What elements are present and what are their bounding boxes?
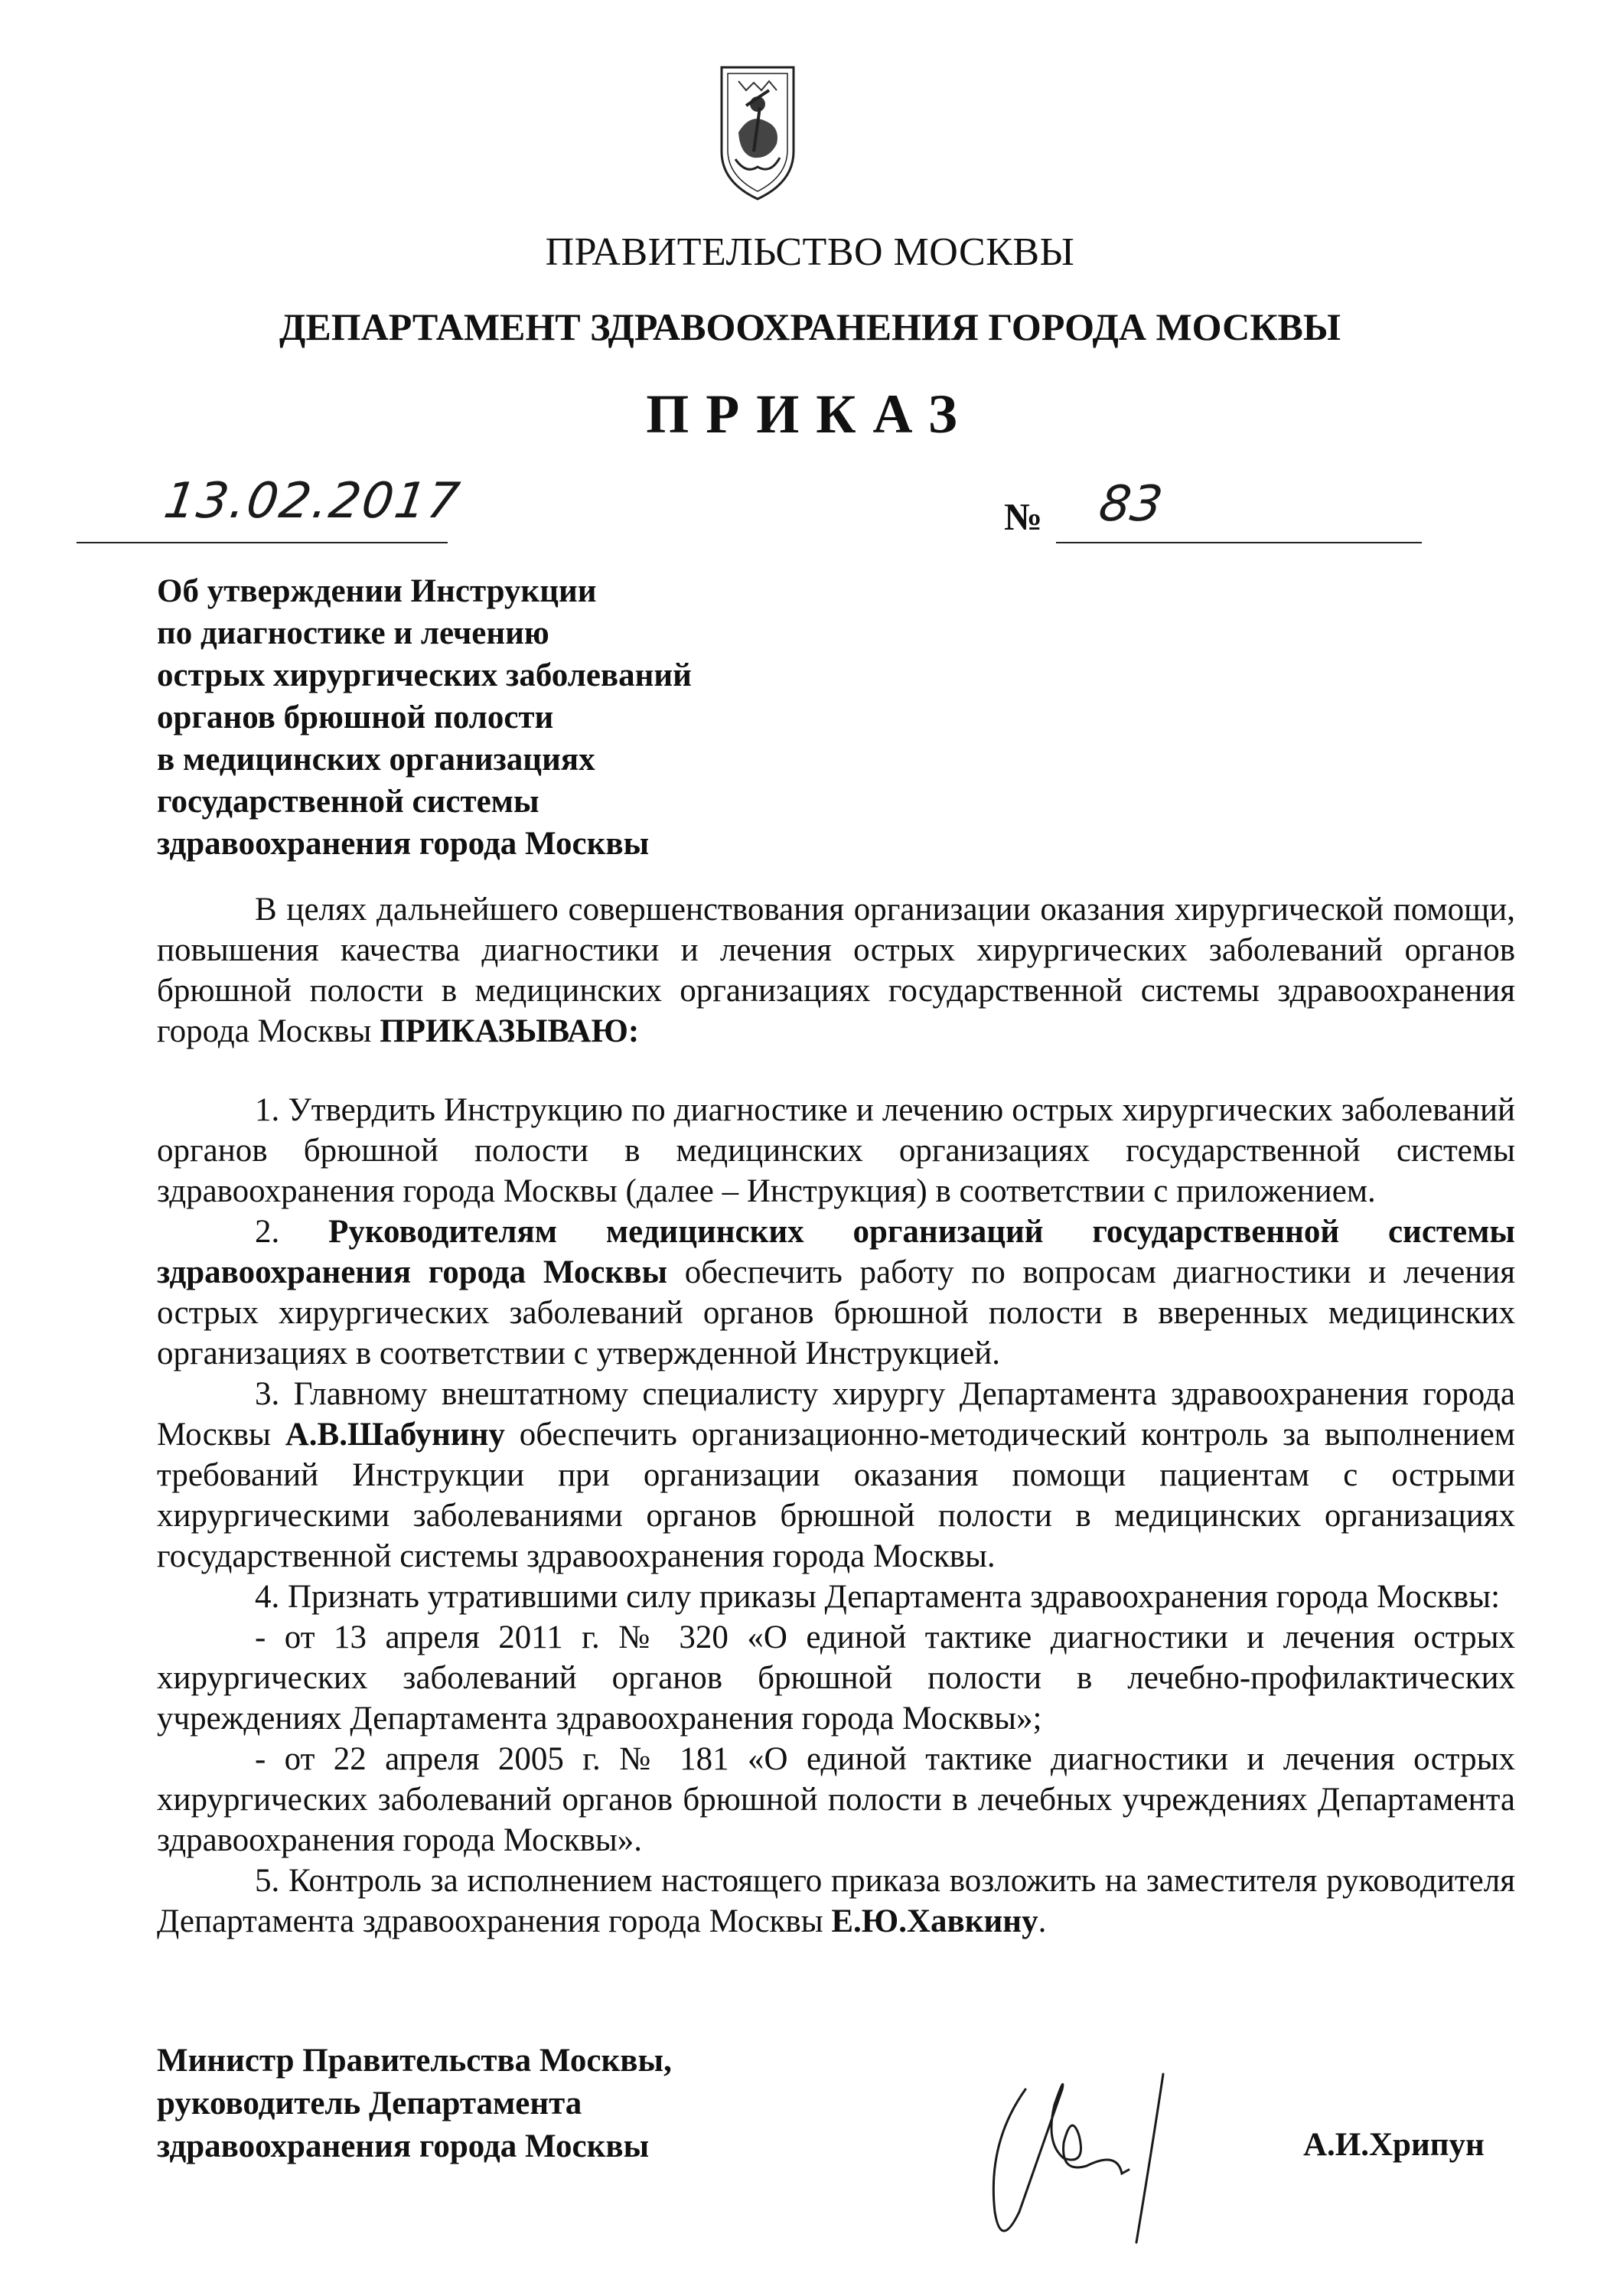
item-2-number: 2. [255,1214,329,1250]
date-underline [77,542,448,543]
item-5 [157,1861,1515,1942]
subject-line: здравоохранения города Москвы [157,826,650,862]
signatory-title-line: руководитель Департамента [157,2086,582,2122]
signatory-name: А.И.Хрипун [1303,2127,1485,2163]
item-5-end: . [1038,1903,1047,1939]
item-4-repealed-order-2011: - от 13 апреля 2011 г. № 320 «О единой тактике диагностики и лечения острых хирургических заболеваний органов брюшной полости в лечебно-профилактических учреждениях Департамента здравоохранения города Москвы»; [157,1619,1515,1737]
moscow-coat-of-arms-icon [715,60,800,205]
item-3-lead: 3. Главному внештатному специалисту хирургу Департамента здравоохранения города Москвы [157,1376,1515,1453]
subject-line: по диагностике и лечению [157,615,549,651]
signatory-title-line: здравоохранения города Москвы [157,2128,650,2164]
subject-line: Об утверждении Инструкции [157,573,597,609]
order-body [157,889,1515,1942]
item-4-repealed-order-2005: - от 22 апреля 2005 г. № 181 «О единой тактике диагностики и лечения острых хирургических заболеваний органов брюшной полости в лечебных учреждениях Департамента здравоохранения города Москвы». [157,1741,1515,1858]
item-4: 4. Признать утратившими силу приказы Департамента здравоохранения города Москвы: [255,1579,1501,1615]
item-5-lead: 5. Контроль за исполнением настоящего приказа возложить на заместителя руководителя Департамента здравоохранения города Москвы [157,1863,1515,1939]
subject-line: острых хирургических заболеваний [157,657,692,693]
item-3-text: обеспечить организационно-методический контроль за выполнением требований Инструкции при организации оказания помощи пациентам с острыми хирургическими заболеваниями органов брюшной полости в медицинских организациях государственной системы здравоохранения города Москвы. [157,1417,1515,1574]
item-3-person: А.В.Шабунину [285,1417,505,1453]
signatory-title-line: Министр Правительства Москвы, [157,2043,672,2079]
item-2-addressee: Руководителям медицинских организаций государственной системы здравоохранения города Москвы [157,1214,1515,1290]
order-number-label: № [1004,495,1043,538]
signatory-title [157,2040,672,2168]
item-1: 1. Утвердить Инструкцию по диагностике и лечению острых хирургических заболеваний органов брюшной полости в медицинских организациях государственной системы здравоохранения города Москвы (далее – Инструкция) в соответствии с приложением. [157,1092,1515,1209]
number-underline [1056,542,1422,543]
item-2 [157,1212,1515,1374]
order-date: 13.02.2017 [160,473,464,530]
item-2-text: обеспечить работу по вопросам диагностики и лечения острых хирургических заболеваний органов брюшной полости в вверенных медицинских организациях в соответствии с утвержденной Инструкцией. [157,1254,1515,1371]
item-3 [157,1374,1515,1577]
preamble-text: В целях дальнейшего совершенствования организации оказания хирургической помощи, повышения качества диагностики и лечения острых хирургических заболеваний органов брюшной полости в медицинских организациях государственной системы здравоохранения города Москвы [157,892,1515,1049]
subject-line: в медицинских организациях [157,742,595,778]
government-title: ПРАВИТЕЛЬСТВО МОСКВЫ [545,230,1075,274]
handwritten-signature [972,2059,1217,2258]
document-type-title: ПРИКАЗ [646,383,974,445]
subject-line: государственной системы [157,784,539,820]
subject-line: органов брюшной полости [157,700,554,735]
order-number: 83 [1095,476,1166,533]
directive-word: ПРИКАЗЫВАЮ: [380,1013,640,1049]
order-subject [157,570,692,865]
item-5-person: Е.Ю.Хавкину [831,1903,1038,1939]
department-title: ДЕПАРТАМЕНТ ЗДРАВООХРАНЕНИЯ ГОРОДА МОСКВЫ [279,305,1341,348]
preamble-paragraph [157,889,1515,1052]
